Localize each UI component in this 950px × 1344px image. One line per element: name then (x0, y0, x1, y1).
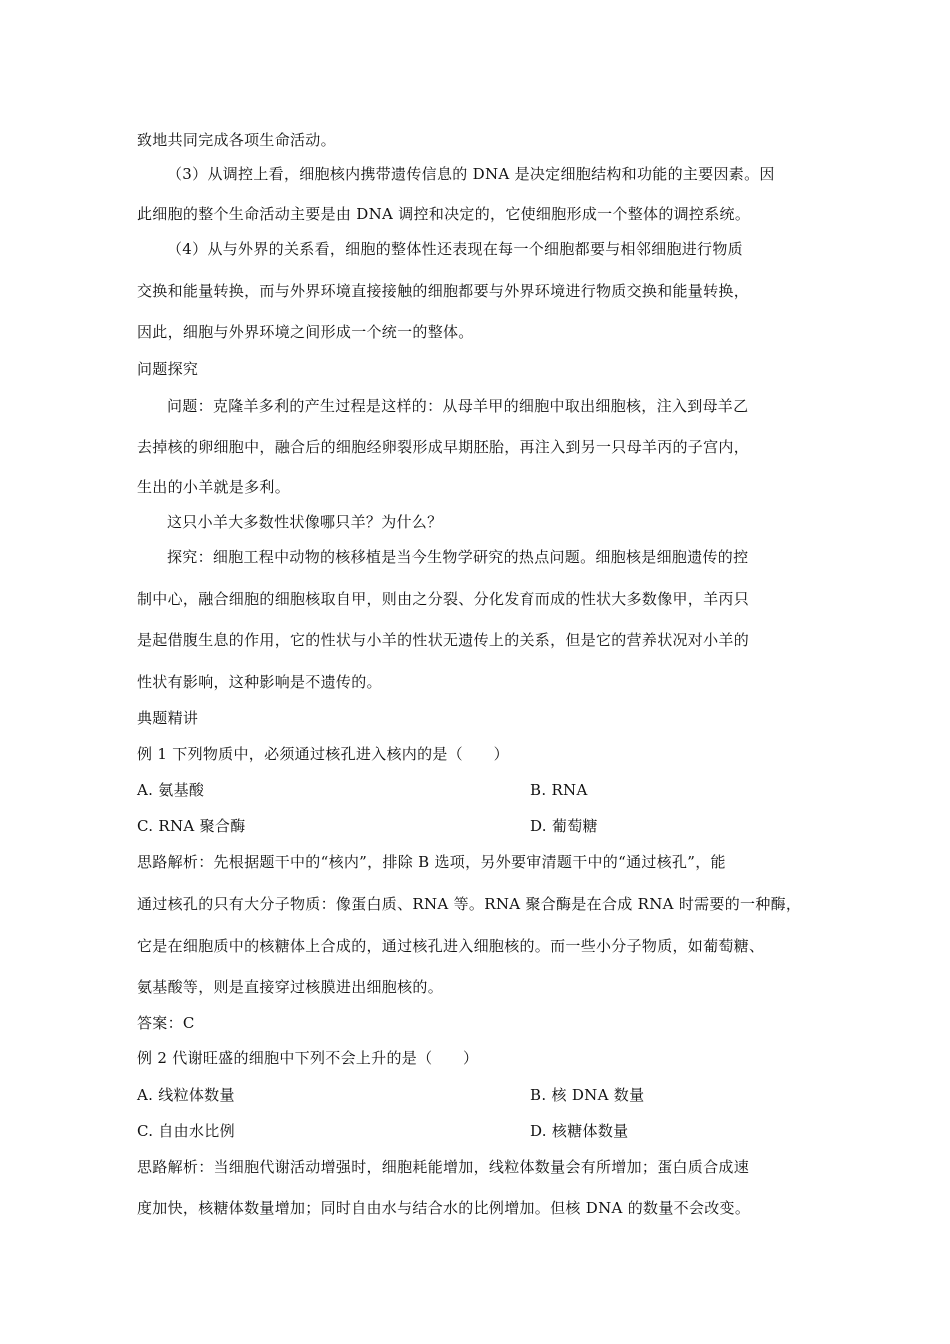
question-stem: 例 1 下列物质中，必须通过核孔进入核内的是（ ） (137, 745, 509, 763)
paragraph-line: 问题：克隆羊多利的产生过程是这样的：从母羊甲的细胞中取出细胞核，注入到母羊乙 (167, 397, 749, 415)
option-b: B. 核 DNA 数量 (530, 1086, 645, 1104)
option-b: B. RNA (530, 781, 588, 799)
paragraph-line: 此细胞的整个生命活动主要是由 DNA 调控和决定的，它使细胞形成一个整体的调控系统。 (137, 205, 751, 223)
paragraph-line: 思路解析：当细胞代谢活动增强时，细胞耗能增加，线粒体数量会有所增加；蛋白质合成速 (137, 1158, 750, 1176)
paragraph-line: 是起借腹生息的作用，它的性状与小羊的性状无遗传上的关系，但是它的营养状况对小羊的 (137, 631, 750, 649)
option-d: D. 葡萄糖 (530, 817, 598, 835)
option-c: C. 自由水比例 (137, 1122, 235, 1140)
paragraph-line: （3）从调控上看，细胞核内携带遗传信息的 DNA 是决定细胞结构和功能的主要因素。因 (167, 165, 775, 183)
option-c: C. RNA 聚合酶 (137, 817, 246, 835)
paragraph-line: 因此，细胞与外界环境之间形成一个统一的整体。 (137, 323, 474, 341)
option-a: A. 线粒体数量 (137, 1086, 235, 1104)
paragraph-line: 生出的小羊就是多利。 (137, 478, 291, 496)
paragraph-line: 思路解析：先根据题干中的“核内”，排除 B 选项，另外要审清题干中的“通过核孔”，能 (137, 853, 726, 871)
section-heading: 问题探究 (137, 360, 199, 378)
paragraph-line: 去掉核的卵细胞中，融合后的细胞经卵裂形成早期胚胎，再注入到另一只母羊丙的子宫内， (137, 438, 750, 456)
question-stem: 例 2 代谢旺盛的细胞中下列不会上升的是（ ） (137, 1049, 479, 1067)
option-a: A. 氨基酸 (137, 781, 205, 799)
paragraph-line: 性状有影响，这种影响是不遗传的。 (137, 673, 382, 691)
section-heading: 典题精讲 (137, 709, 199, 727)
paragraph-line: 它是在细胞质中的核糖体上合成的，通过核孔进入细胞核的。而一些小分子物质，如葡萄糖、 (137, 937, 765, 955)
paragraph-line: 探究：细胞工程中动物的核移植是当今生物学研究的热点问题。细胞核是细胞遗传的控 (167, 548, 749, 566)
option-d: D. 核糖体数量 (530, 1122, 629, 1140)
paragraph-line: 致地共同完成各项生命活动。 (137, 131, 336, 149)
paragraph-line: 通过核孔的只有大分子物质：像蛋白质、RNA 等。RNA 聚合酶是在合成 RNA 时需要的一种酶， (137, 895, 802, 913)
paragraph-line: 氨基酸等，则是直接穿过核膜进出细胞核的。 (137, 978, 444, 996)
paragraph-line: （4）从与外界的关系看，细胞的整体性还表现在每一个细胞都要与相邻细胞进行物质 (167, 240, 743, 258)
paragraph-line: 度加快，核糖体数量增加；同时自由水与结合水的比例增加。但核 DNA 的数量不会改变。 (137, 1199, 751, 1217)
answer-line: 答案：C (137, 1014, 195, 1032)
paragraph-line: 交换和能量转换，而与外界环境直接接触的细胞都要与外界环境进行物质交换和能量转换， (137, 282, 750, 300)
paragraph-line: 这只小羊大多数性状像哪只羊？为什么？ (167, 513, 443, 531)
paragraph-line: 制中心，融合细胞的细胞核取自甲，则由之分裂、分化发育而成的性状大多数像甲，羊丙只 (137, 590, 750, 608)
